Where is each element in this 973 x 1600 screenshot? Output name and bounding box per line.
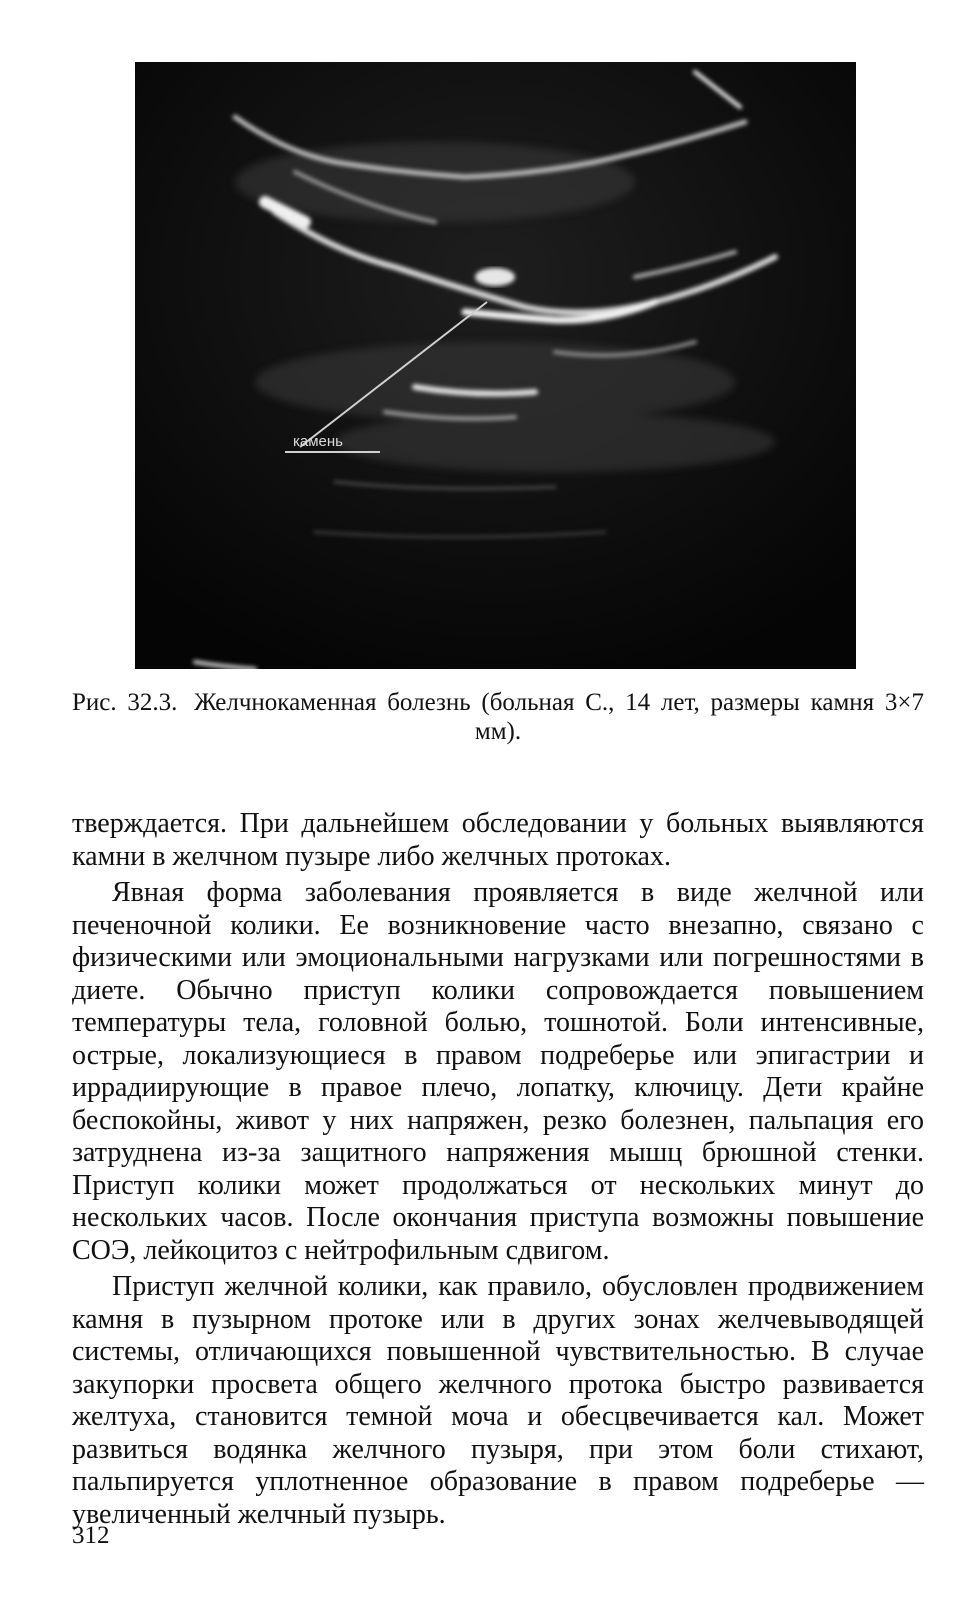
body-text xyxy=(72,808,924,1531)
paragraph: Приступ желчной колики, как правило, обусловлен продвижением камня в пузырном протоке или в других зонах желчевыводящей системы, отличающихся повышенной чувствительностью. В случае закупорки просвета общего желчного протока быстро развивается желтуха, становится темной моча и обесцвечивается кал. Может развиться водянка желчного пузыря, при этом боли стихают, пальпируется уплотненное образование в правом подреберье — увеличенный желчный пузырь. xyxy=(72,1271,924,1530)
page-number: 312 xyxy=(72,1522,110,1549)
figure-caption xyxy=(72,688,924,746)
paragraph: тверждается. При дальнейшем обследовании у больных выявляются камни в желчном пузыре либо желчных протоках. xyxy=(72,808,924,872)
ultrasound-image xyxy=(135,62,856,669)
paragraph: Явная форма заболевания проявляется в виде желчной или печеночной колики. Ее возникновение часто внезапно, связано с физическими или эмоциональными нагрузками или погрешностями в диете. Обычно приступ колики сопровождается повышением температуры тела, головной болью, тошнотой. Боли интенсивные, острые, локализующиеся в правом подреберье или эпигастрии и иррадиирующие в правое плечо, лопатку, ключицу. Дети крайне беспокойны, живот у них напряжен, резко болезнен, пальпация его затруднена из-за защитного напряжения мышц брюшной стенки. Приступ колики может продолжаться от нескольких минут до нескольких часов. После окончания приступа возможны повышение СОЭ, лейкоцитоз с нейтрофильным сдвигом. xyxy=(72,877,924,1266)
ultrasound-figure xyxy=(135,62,856,669)
gallstone-echo xyxy=(475,268,515,286)
caption-text: Желчнокаменная болезнь (больная С., 14 лет, размеры камня 3×7 мм). xyxy=(194,689,925,745)
figure-number: Рис. 32.3. xyxy=(72,689,178,716)
stone-label: камень xyxy=(293,433,343,450)
